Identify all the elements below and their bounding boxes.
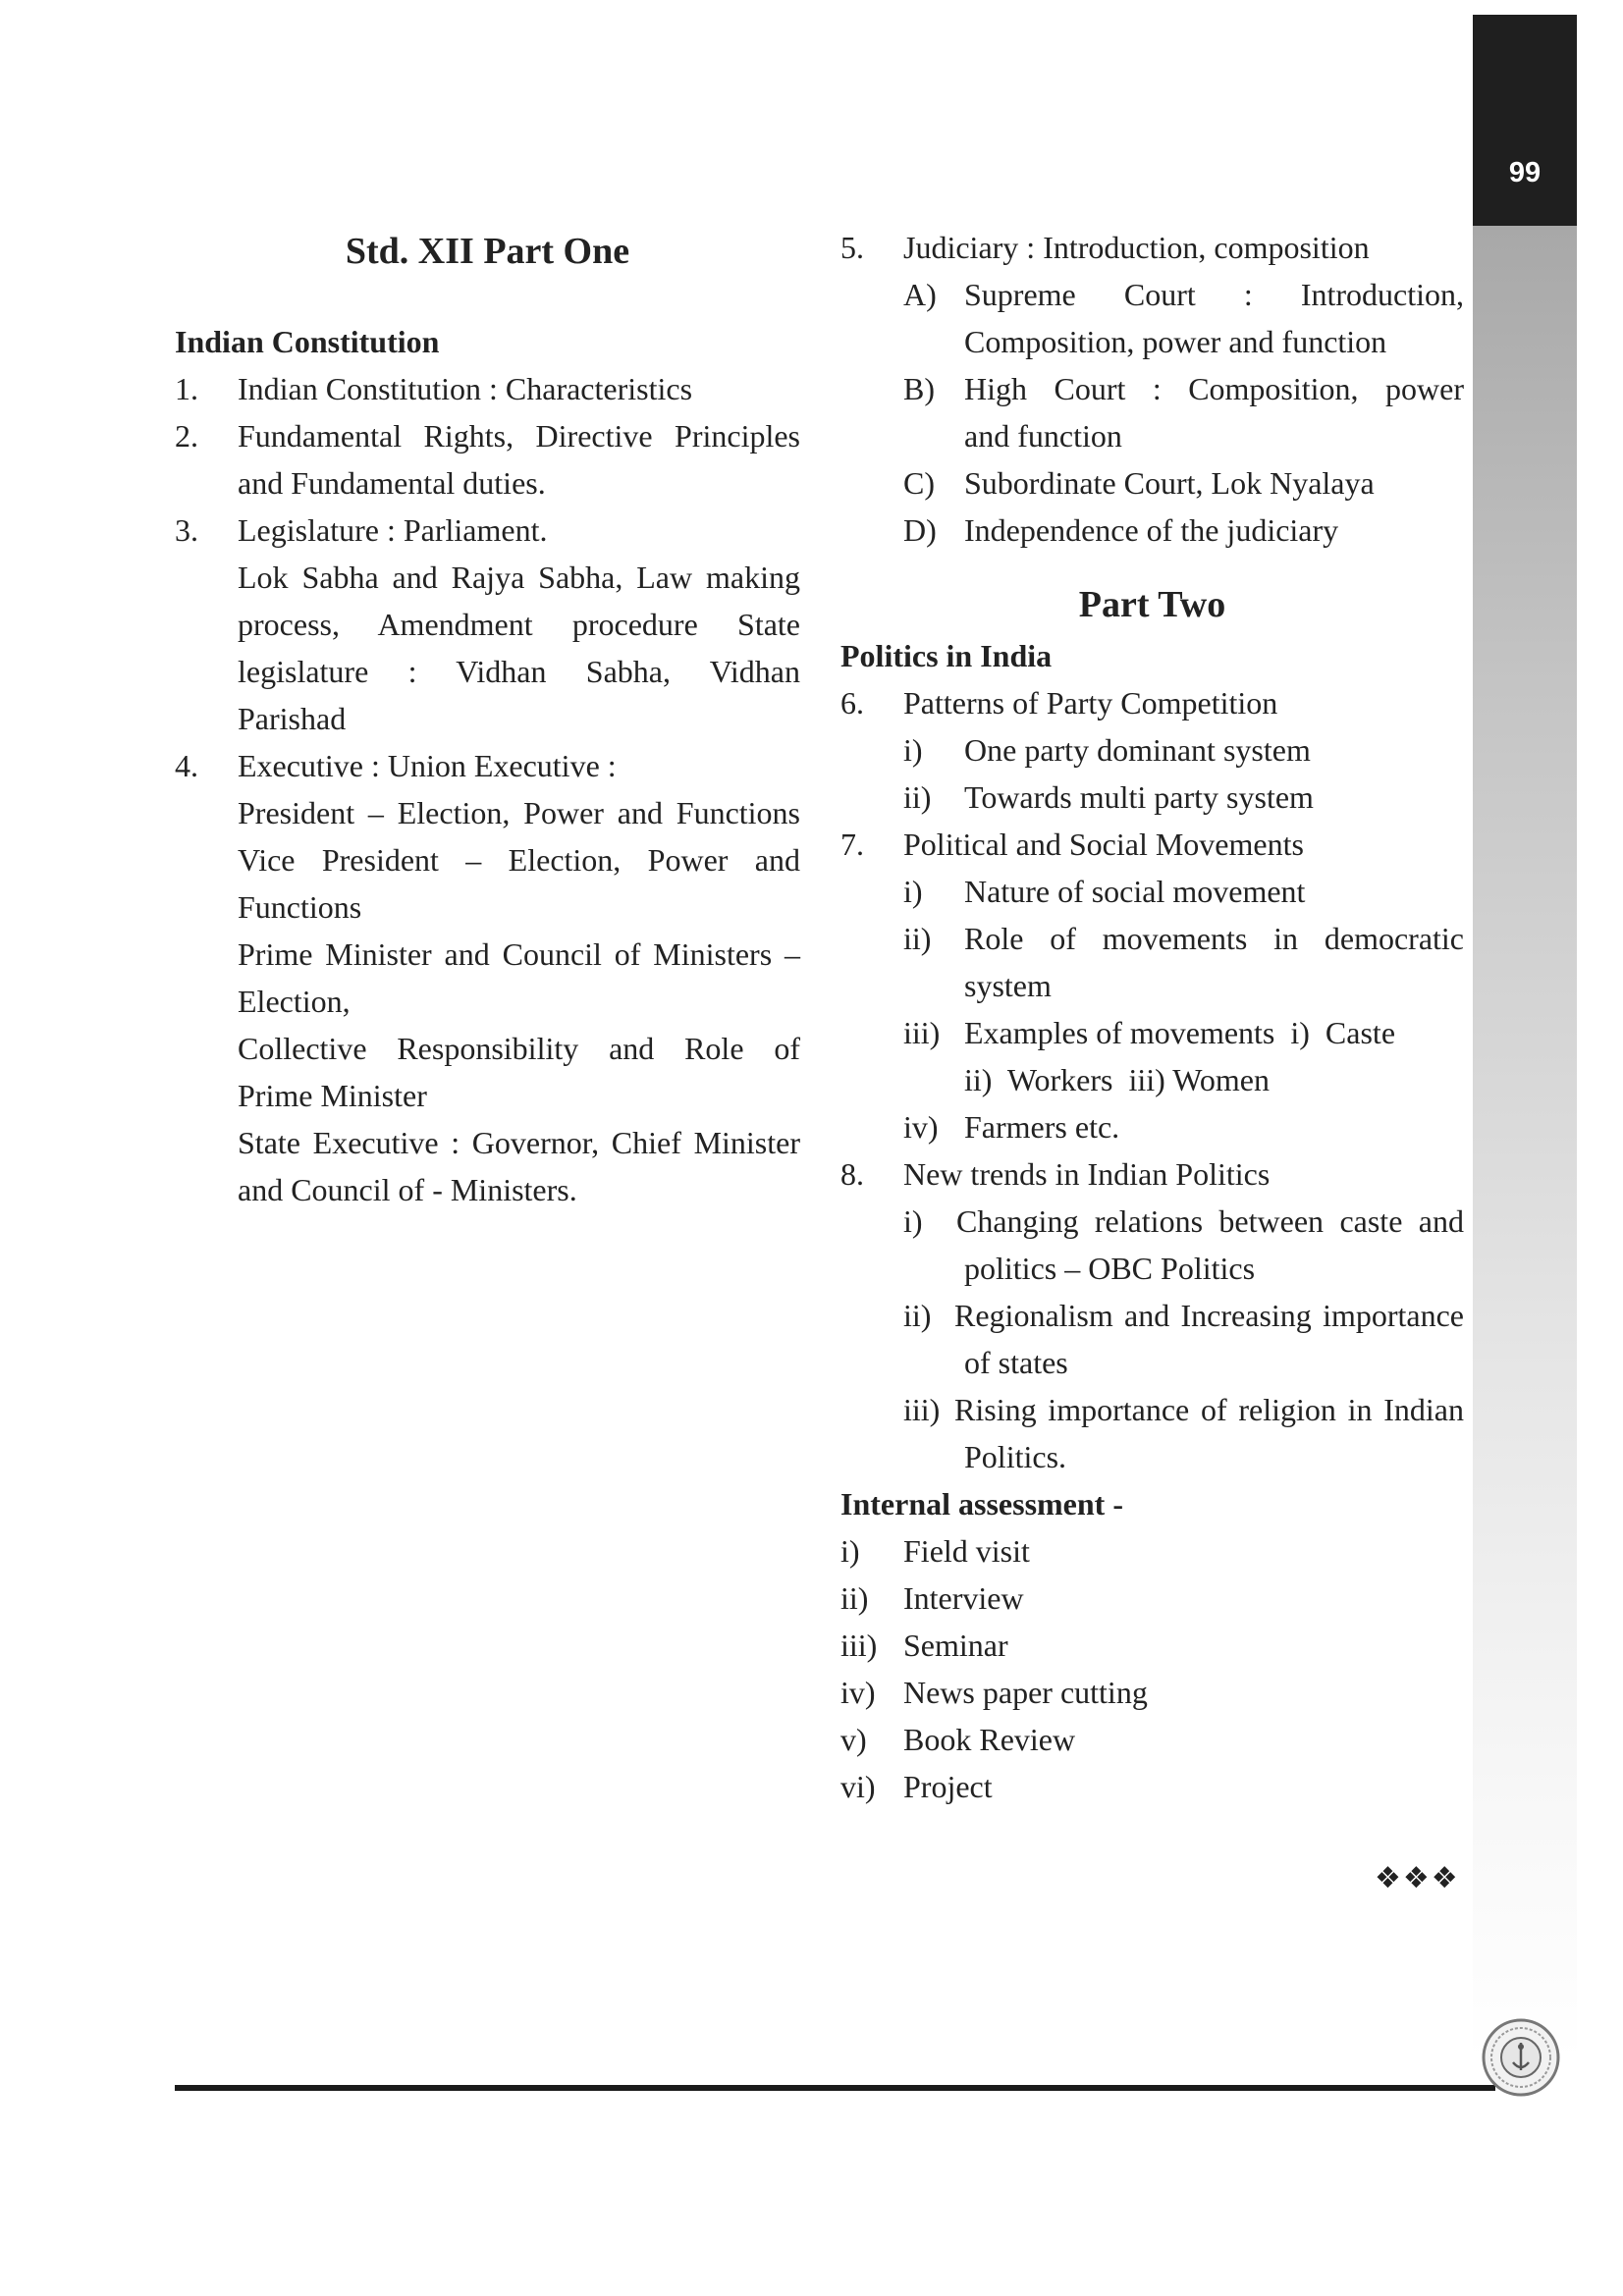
item-text: Interview — [903, 1580, 1024, 1616]
item-text: legislature : Vidhan Sabha, Vidhan — [238, 654, 800, 689]
sub-item — [840, 507, 1464, 554]
sub-item-text: system — [964, 968, 1052, 1003]
item-text: Fundamental Rights, Directive Principles — [238, 418, 800, 454]
sub-item-text: Independence of the judiciary — [964, 512, 1339, 548]
item-text: Functions — [238, 889, 362, 925]
item-text: Political and Social Movements — [903, 827, 1304, 862]
item-text: Patterns of Party Competition — [903, 685, 1278, 721]
sub-item-text: Composition, power and function — [964, 324, 1387, 359]
item-text: Book Review — [903, 1722, 1076, 1757]
item-number: i) — [840, 1533, 860, 1569]
sub-item-text: of states — [964, 1345, 1068, 1380]
sub-item — [840, 915, 1464, 962]
sub-item-number: iii) — [903, 1392, 941, 1427]
footer-rule — [175, 2085, 1495, 2091]
sub-item-text: and function — [964, 418, 1122, 454]
sub-item — [840, 459, 1464, 507]
item-text: Prime Minister and Council of Ministers – — [238, 936, 800, 972]
sub-item — [840, 1009, 1464, 1056]
right-column — [840, 224, 1464, 1810]
item-text: Indian Constitution : Characteristics — [238, 371, 693, 406]
item-text: Prime Minister — [238, 1078, 427, 1113]
item-text: Legislature : Parliament. — [238, 512, 548, 548]
sub-item-number: D) — [903, 512, 937, 548]
sub-item-number: C) — [903, 465, 935, 501]
item-text: Project — [903, 1769, 993, 1804]
assessment-item — [840, 1669, 1464, 1716]
item-text: Field visit — [903, 1533, 1030, 1569]
assessment-item — [840, 1575, 1464, 1622]
item-text: Vice President – Election, Power and — [238, 842, 800, 878]
sub-item-text: High Court : Composition, power — [964, 371, 1464, 406]
list-item — [175, 365, 800, 412]
item-number: 2. — [175, 418, 198, 454]
item-number: 7. — [840, 827, 864, 862]
list-item — [175, 412, 800, 459]
page-edge-gradient — [1473, 226, 1577, 2061]
assessment-item — [840, 1527, 1464, 1575]
item-text: Executive : Union Executive : — [238, 748, 617, 783]
assessment-item — [840, 1622, 1464, 1669]
sub-item — [840, 774, 1464, 821]
item-text: Seminar — [903, 1628, 1008, 1663]
list-item — [175, 507, 800, 554]
sub-item — [840, 1386, 1464, 1433]
item-number: iv) — [840, 1675, 876, 1710]
sub-item — [840, 1292, 1464, 1339]
sub-item — [840, 1198, 1464, 1245]
list-item — [840, 1150, 1464, 1198]
sub-item-number: i) — [903, 874, 923, 909]
section-heading: Indian Constitution — [175, 324, 440, 359]
sub-item-text: ii) Workers iii) Women — [964, 1062, 1270, 1097]
page-number: 99 — [1508, 157, 1542, 188]
item-text: process, Amendment procedure State — [238, 607, 800, 642]
sub-item — [840, 1103, 1464, 1150]
item-text: President – Election, Power and Functions — [238, 795, 800, 830]
sub-item-text: Politics. — [964, 1439, 1067, 1474]
item-number: vi) — [840, 1769, 876, 1804]
item-text: State Executive : Governor, Chief Minister — [238, 1125, 800, 1160]
sub-item-text: politics – OBC Politics — [964, 1251, 1256, 1286]
list-item — [840, 224, 1464, 271]
item-text: Election, — [238, 984, 351, 1019]
sub-item-text: Supreme Court : Introduction, — [964, 277, 1464, 312]
page-tab — [1473, 15, 1577, 226]
sub-item-number: B) — [903, 371, 935, 406]
item-text: Parishad — [238, 701, 347, 736]
sub-item-number: ii) — [903, 779, 932, 815]
part-one-title: Std. XII Part One — [345, 231, 630, 272]
item-text: and Fundamental duties. — [238, 465, 546, 501]
item-text: and Council of - Ministers. — [238, 1172, 577, 1207]
item-text: News paper cutting — [903, 1675, 1148, 1710]
sub-item-text: Towards multi party system — [964, 779, 1314, 815]
item-text: Collective Responsibility and Role of — [238, 1031, 800, 1066]
sub-item-number: iii) — [903, 1015, 941, 1050]
list-item — [840, 821, 1464, 868]
left-column — [175, 224, 800, 1213]
sub-item — [840, 726, 1464, 774]
sub-item-text: Changing relations between caste and — [956, 1203, 1464, 1239]
item-number: iii) — [840, 1628, 878, 1663]
sub-item-number: i) — [903, 732, 923, 768]
part-two-title: Part Two — [1078, 584, 1226, 625]
section-heading: Politics in India — [840, 638, 1053, 673]
item-number: v) — [840, 1722, 867, 1757]
assessment-heading: Internal assessment - — [840, 1486, 1123, 1522]
sub-item-number: ii) — [903, 1298, 932, 1333]
item-number: 3. — [175, 512, 198, 548]
sub-item-text: Examples of movements i) Caste — [964, 1015, 1396, 1050]
sub-item-text: Role of movements in democratic — [964, 921, 1464, 956]
sub-item-text: Rising importance of religion in Indian — [954, 1392, 1464, 1427]
sub-item — [840, 271, 1464, 318]
item-number: 8. — [840, 1156, 864, 1192]
list-item — [840, 679, 1464, 726]
assessment-item — [840, 1763, 1464, 1810]
list-item — [175, 742, 800, 789]
assessment-item — [840, 1716, 1464, 1763]
sub-item — [840, 365, 1464, 412]
item-text: Judiciary : Introduction, composition — [903, 230, 1370, 265]
item-number: ii) — [840, 1580, 869, 1616]
sub-item-text: Nature of social movement — [964, 874, 1306, 909]
sub-item-text: Farmers etc. — [964, 1109, 1120, 1145]
sub-item — [840, 868, 1464, 915]
sub-item-text: Regionalism and Increasing importance — [954, 1298, 1464, 1333]
sub-item-text: One party dominant system — [964, 732, 1311, 768]
sub-item-number: i) — [903, 1203, 923, 1239]
sub-item-text: Subordinate Court, Lok Nyalaya — [964, 465, 1375, 501]
emblem-icon — [1481, 2017, 1561, 2098]
item-text: New trends in Indian Politics — [903, 1156, 1271, 1192]
sub-item-number: A) — [903, 277, 937, 312]
item-number: 1. — [175, 371, 198, 406]
item-number: 4. — [175, 748, 198, 783]
sub-item-number: ii) — [903, 921, 932, 956]
item-number: 6. — [840, 685, 864, 721]
item-number: 5. — [840, 230, 864, 265]
item-text: Lok Sabha and Rajya Sabha, Law making — [238, 560, 800, 595]
sub-item-number: iv) — [903, 1109, 939, 1145]
ornament-divider: ❖❖❖ — [1375, 1861, 1460, 1896]
